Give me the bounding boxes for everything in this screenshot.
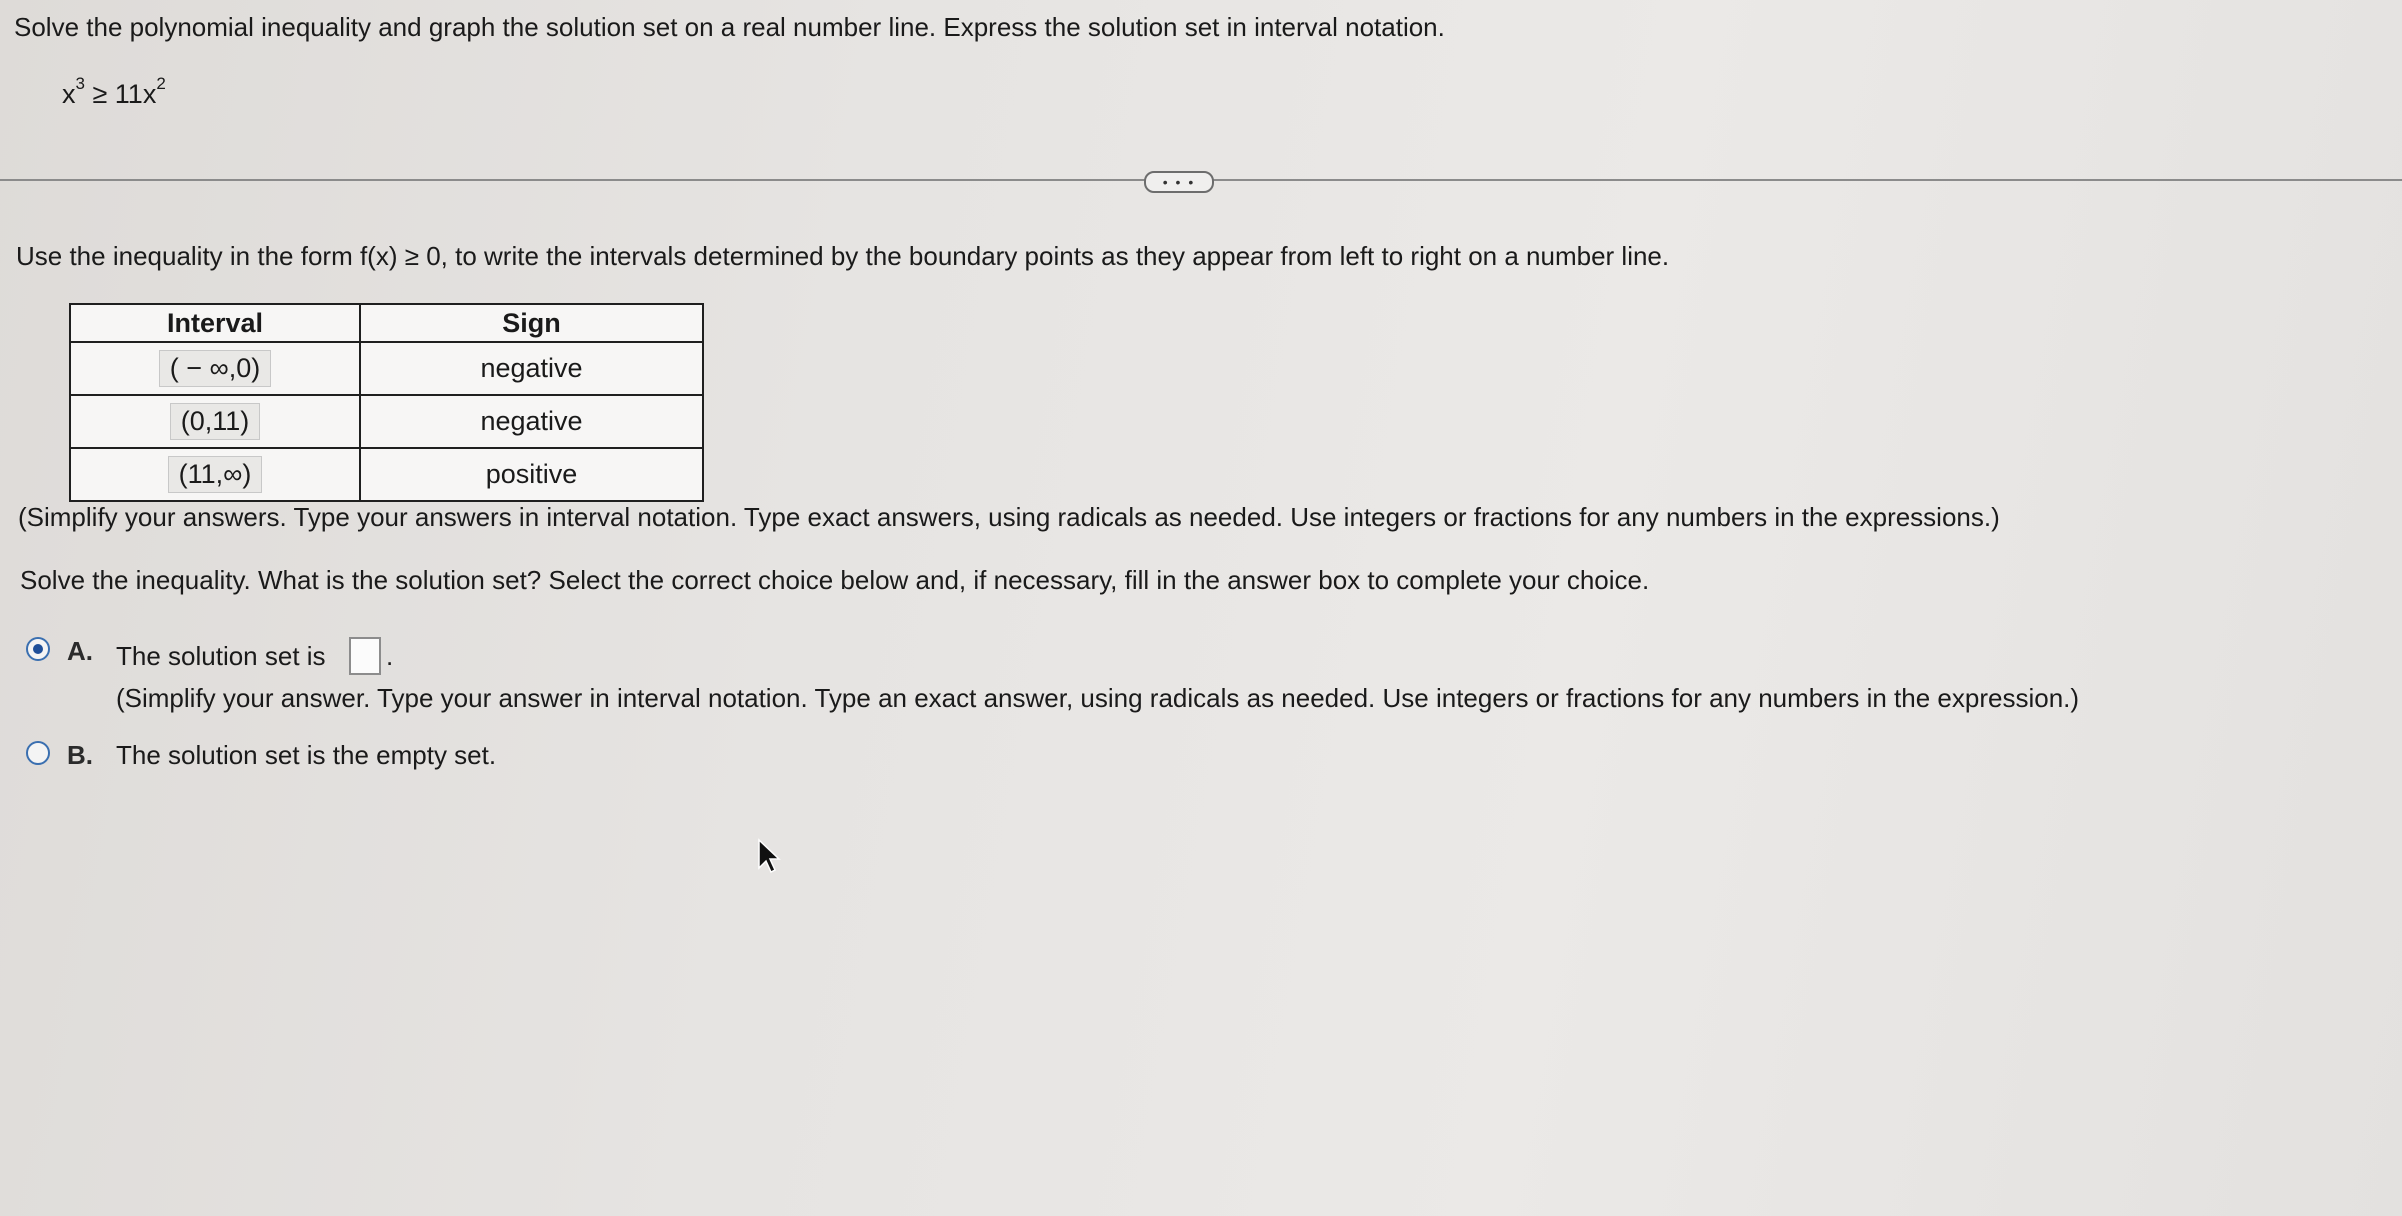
header-sign: Sign — [360, 304, 703, 342]
sign-cell[interactable]: positive — [360, 448, 703, 501]
interval-value: ( − ∞,0) — [159, 350, 272, 387]
problem-statement: Solve the polynomial inequality and graph the solution set on a real number line. Express the solution set in interval notation. — [14, 12, 1445, 42]
question-text: Solve the inequality. What is the solution set? Select the correct choice below and, if necessary, fill in the answer box to complete your choice. — [20, 565, 1650, 595]
choice-b-radio[interactable] — [26, 741, 50, 765]
table-row — [70, 448, 703, 501]
inequality-exponent-3: 3 — [75, 74, 85, 93]
inequality-base: x — [62, 79, 76, 109]
table-row — [70, 395, 703, 448]
expand-button[interactable]: • • • — [1144, 171, 1214, 193]
table-row — [70, 342, 703, 395]
choice-a-radio[interactable] — [26, 637, 50, 661]
choice-a-text: The solution set is — [116, 641, 326, 671]
inequality-operator-rhs: ≥ 11x — [84, 79, 157, 109]
sign-cell[interactable]: negative — [360, 342, 703, 395]
interval-cell[interactable] — [70, 395, 360, 448]
interval-value: (0,11) — [170, 403, 261, 440]
mouse-cursor-icon — [757, 838, 781, 879]
sign-cell[interactable]: negative — [360, 395, 703, 448]
inequality-exponent-2: 2 — [156, 74, 166, 93]
choice-a-letter: A. — [67, 636, 93, 666]
table-hint: (Simplify your answers. Type your answers in interval notation. Type exact answers, using radicals as needed. Use integers or fractions for any numbers in the expressions.) — [18, 502, 2000, 532]
interval-cell[interactable] — [70, 342, 360, 395]
header-interval: Interval — [70, 304, 360, 342]
step-instruction: Use the inequality in the form f(x) ≥ 0, to write the intervals determined by the boundary points as they appear from left to right on a number line. — [16, 241, 1670, 271]
choice-b-letter: B. — [67, 740, 93, 770]
interval-cell[interactable] — [70, 448, 360, 501]
choice-a-hint: (Simplify your answer. Type your answer in interval notation. Type an exact answer, using radicals as needed. Use integers or fractions for any numbers in the expression.) — [116, 683, 2080, 713]
choice-a-period: . — [386, 641, 394, 671]
table-header-row — [70, 304, 703, 342]
sign-table — [69, 303, 704, 502]
interval-value: (11,∞) — [168, 456, 263, 493]
inequality — [62, 74, 166, 110]
answer-input[interactable] — [349, 637, 381, 675]
choice-b-text: The solution set is the empty set. — [116, 740, 497, 770]
